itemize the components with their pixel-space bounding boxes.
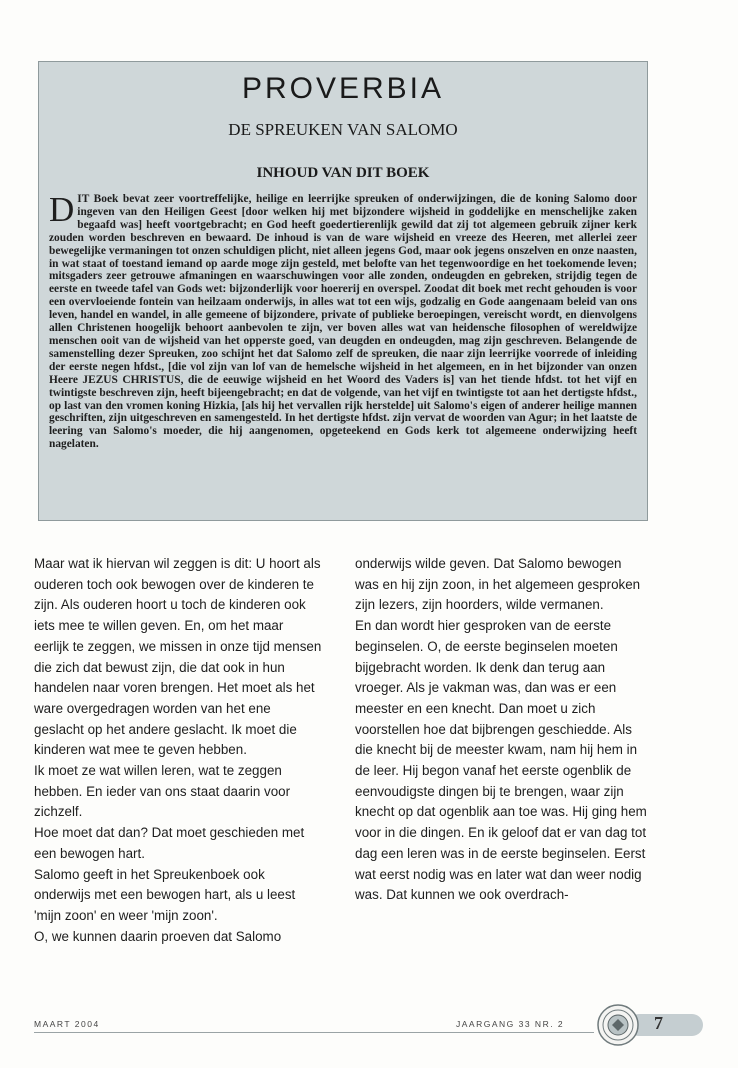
- footer-divider: [34, 1032, 594, 1033]
- paragraph: Maar wat ik hiervan wil zeggen is dit: U hoort als ouderen toch ook bewogen over de kinderen te zijn. Als ouderen hoort u toch de kinderen ook iets mee te willen geven. En, om het maar eerlijk te zeggen, we missen in onze tijd mensen die zich dat bewust zijn, die dat ook in hun handelen naar voren brengen. Het moet als het ware overgedragen worden van het ene geslacht op het andere geslacht. Ik moet die kinderen wat mee te geven hebben.: [34, 556, 322, 758]
- section-heading: INHOUD VAN DIT BOEK: [256, 165, 430, 181]
- page-number-badge: [628, 1014, 703, 1036]
- footer-date: MAART 2004: [34, 1019, 100, 1029]
- paragraph: Hoe moet dat dan? Dat moet geschieden met een bewogen hart.: [34, 825, 305, 861]
- intro-text: [49, 190, 637, 451]
- left-column: [34, 554, 322, 947]
- intro-box: [38, 61, 648, 521]
- drop-cap: D: [49, 190, 75, 229]
- page-number: 7: [654, 1013, 663, 1033]
- book-subtitle: DE SPREUKEN VAN SALOMO: [228, 120, 458, 139]
- intro-body: IT Boek bevat zeer voortreffelijke, heilige en leerrijke spreuken of onderwijzingen, die de koning Salomo door ingeven van den Heiligen Geest [door welken hij met bijzondere wijsheid in goddelijke en menschelijke zaken begaafd was] heeft voortgebracht; en God heeft goedertierenlijk gewild dat zij tot algemeen gebruik zijner kerk zouden worden beschreven en bewaard. De inhoud is van de ware wijsheid en vreeze des Heeren, met allerlei zeer bewegelijke vermaningen tot onzen schuldigen plicht, niet alleen jegens God, maar ook jegens onszelven en onze naasten, in wat staat of toestand iemand op aarde moge zijn gesteld, met belofte van het tegenwoordige en het toekomende leven; mitsgaders zeer getrouwe afmaningen en waarschuwingen voor alle zonden, ondeugden en gebreken, strijdig tegen de eerste en tweede tafel van Gods wet: bijzonderlijk voor hoererij en overspel. Zoodat dit boek met recht gehouden is voor een overvloeiende fontein van heilzaam onderwijs, in alles wat tot een wijs, godzalig en Gode aangenaam beleid van ons leven, handel en wandel, in alle gemeene of bijzondere, private of publieke beroepingen, vereischt wordt, en dienvolgens allen Christenen hoogelijk behoort aanbevolen te zijn, ver boven alles wat van heidensche filosophen of wereldwijze menschen ooit van de wijsheid van het opperste goed, van deugden en ondeugden, mag zijn geschreven. Belangende de samenstelling dezer Spreuken, zoo schijnt het dat Salomo zelf de spreuken, die naar zijn leerrijke voorrede of inleiding der eerste negen hfdst., [die vol zijn van lof van de hemelsche wijsheid in het algemeen, en in het bijzonder van onzen Heere JEZUS CHRISTUS, die de eeuwige wijsheid en het Woord des Vaders is] van het tiende hfdst. tot het vijf en twintigste beschreven zijn, heeft bijeengebracht; en dat de volgende, van het vijf en twintigste tot aan het dertigste hfdst., op last van den vromen koning Hizkia, [als hij het vervallen rijk herstelde] uit Salomo's eigen of anderer heilige mannen geschriften, zijn uitgeschreven en samengesteld. In het dertigste hfdst. zijn vervat de woorden van Agur; in het laatste de leering van Salomo's moeder, die hij aangenomen, opgeteekend en Gods kerk tot algemeene onderwijzing heeft nagelaten.: [49, 193, 637, 451]
- emblem-icon: [597, 1004, 639, 1046]
- paragraph: En dan wordt hier gesproken van de eerste beginselen. O, de eerste beginselen moeten bijgebracht worden. Ik denk dan terug aan vroeger. Als je vakman was, dan was er een meester en een knecht. Dan moet u zich voorstellen hoe dat bijbrengen geschiedde. Als die knecht bij de meester kwam, nam hij hem in de leer. Hij begon vanaf het eerste ogenblik de eenvoudigste dingen bij te brengen, waar zijn knecht op dat ogenblik aan toe was. Hij ging hem voor in die dingen. En ik geloof dat er van dag tot dag een leren was in de eerste beginselen. Eerst wat eerst nodig was en later wat dan weer nodig was. Dat kunnen we ook overdrach-: [355, 618, 647, 903]
- paragraph: Ik moet ze wat willen leren, wat te zeggen hebben. En ieder van ons staat daarin voor zichzelf.: [34, 763, 291, 820]
- paragraph: Salomo geeft in het Spreukenboek ook onderwijs met een bewogen hart, als u leest 'mijn zoon' en weer 'mijn zoon'.: [34, 866, 296, 923]
- book-title: PROVERBIA: [241, 72, 445, 105]
- right-column: [355, 554, 647, 906]
- paragraph: onderwijs wilde geven. Dat Salomo bewogen was en hij zijn zoon, in het algemeen gesproken zijn lezers, zijn hoorders, wilde vermanen.: [355, 556, 641, 613]
- paragraph: O, we kunnen daarin proeven dat Salomo: [34, 928, 282, 944]
- footer-volume: JAARGANG 33 NR. 2: [456, 1019, 565, 1029]
